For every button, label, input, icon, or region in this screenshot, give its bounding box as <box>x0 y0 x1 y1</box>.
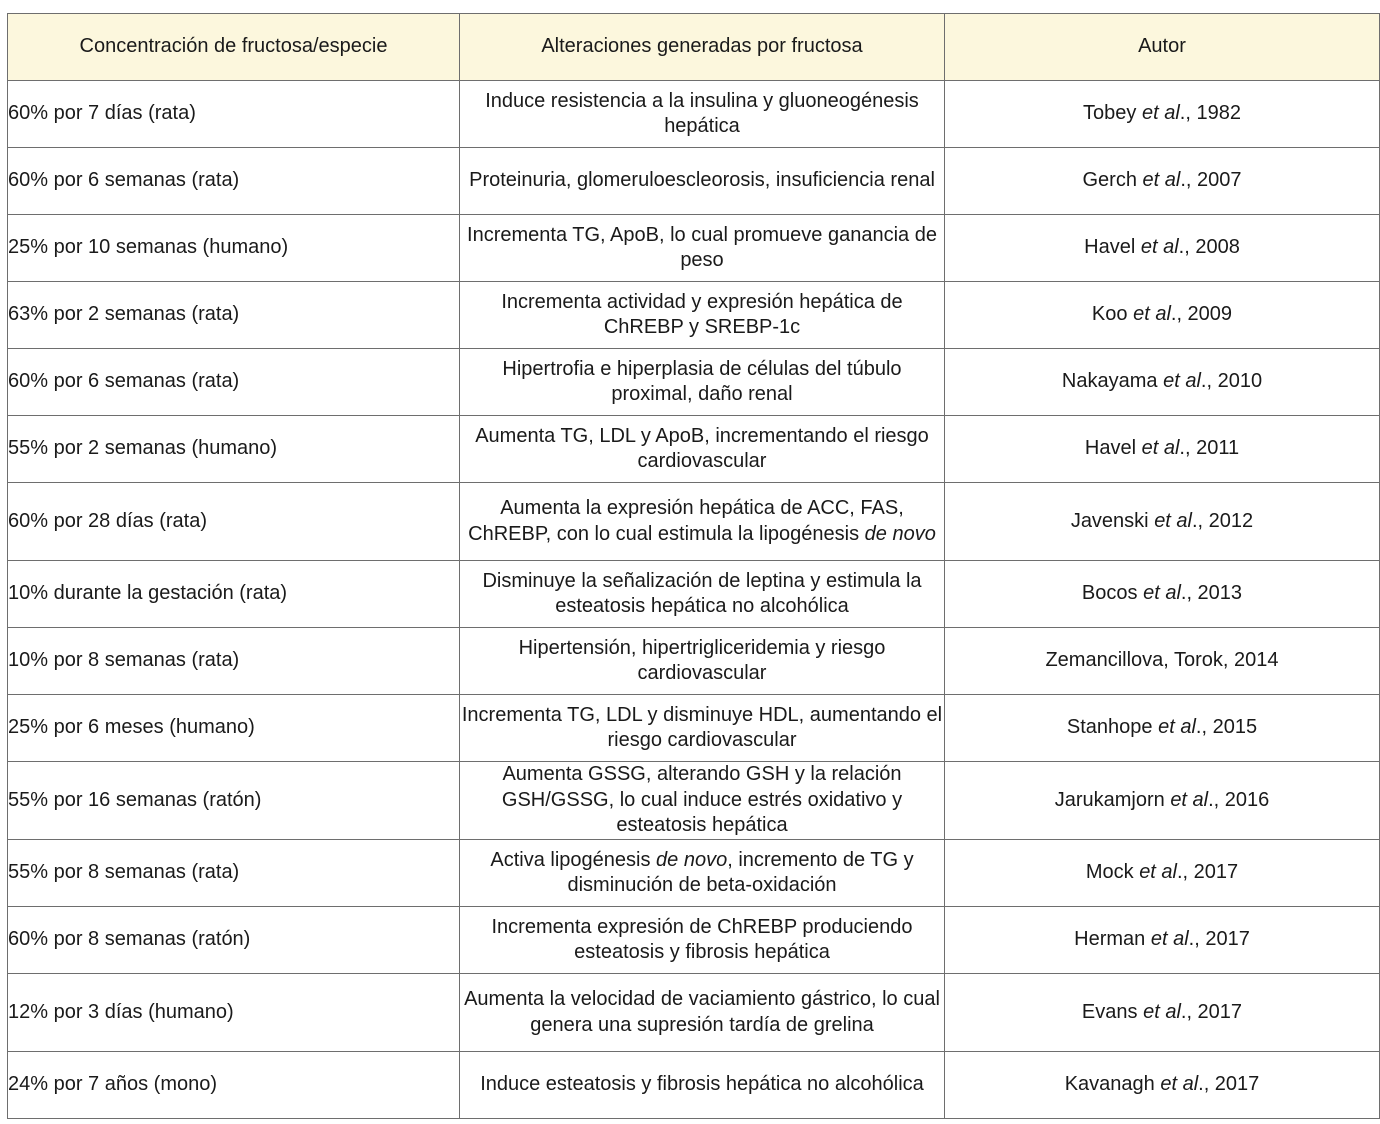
author-name: Gerch <box>1082 169 1137 192</box>
table-row <box>8 974 1380 1052</box>
cell-concentration: 60% por 7 días (rata) <box>8 81 460 148</box>
author-etal: et al <box>1158 716 1196 739</box>
alteration-text: Aumenta la velocidad de vaciamiento gástrico, lo cual genera una supresión tardía de grelina <box>464 988 940 1036</box>
cell-concentration: 10% por 8 semanas (rata) <box>8 628 460 695</box>
table-row <box>8 762 1380 840</box>
author-name: Stanhope <box>1066 716 1153 739</box>
cell-concentration: 63% por 2 semanas (rata) <box>8 282 460 349</box>
cell-concentration: 60% por 6 semanas (rata) <box>8 349 460 416</box>
cell-alteration <box>460 695 945 762</box>
author-name: Kavanagh <box>1064 1073 1155 1096</box>
cell-alteration <box>460 840 945 907</box>
author-etal: et al <box>1143 1000 1181 1023</box>
author-name: Havel <box>1084 437 1137 460</box>
author-etal: et al <box>1140 236 1179 259</box>
cell-concentration: 60% por 6 semanas (rata) <box>8 148 460 215</box>
cell-author <box>945 215 1380 282</box>
alteration-text: Induce esteatosis y fibrosis hepática no alcohólica <box>480 1073 924 1096</box>
cell-author <box>945 695 1380 762</box>
author-etal: et al <box>1150 928 1189 951</box>
cell-alteration <box>460 1052 945 1119</box>
author-year: ., 2012 <box>1192 509 1254 532</box>
cell-concentration: 60% por 28 días (rata) <box>8 483 460 561</box>
cell-author <box>945 282 1380 349</box>
alteration-text: Induce resistencia a la insulina y gluoneogénesis hepática <box>485 89 919 137</box>
cell-author <box>945 840 1380 907</box>
cell-author <box>945 628 1380 695</box>
header-concentration: Concentración de fructosa/especie <box>8 14 460 81</box>
cell-concentration: 24% por 7 años (mono) <box>8 1052 460 1119</box>
author-year: ., 2008 <box>1178 236 1240 259</box>
cell-author <box>945 974 1380 1052</box>
author-etal: et al <box>1170 788 1209 811</box>
cell-alteration <box>460 148 945 215</box>
table-header-row <box>8 14 1380 81</box>
cell-alteration <box>460 483 945 561</box>
cell-alteration <box>460 282 945 349</box>
alteration-text: Proteinuria, glomeruloescleorosis, insuficiencia renal <box>469 169 935 192</box>
alteration-text: Activa lipogénesis <box>490 848 657 871</box>
cell-author <box>945 561 1380 628</box>
author-name: Javenski <box>1070 509 1149 532</box>
table-row <box>8 695 1380 762</box>
alteration-text: Incrementa TG, LDL y disminuye HDL, aumentando el riesgo cardiovascular <box>461 703 943 751</box>
table-row <box>8 628 1380 695</box>
table-row <box>8 282 1380 349</box>
table-row <box>8 215 1380 282</box>
author-name: Koo <box>1091 303 1128 326</box>
alteration-text: Hipertensión, hipertrigliceridemia y riesgo cardiovascular <box>518 636 886 684</box>
author-etal: et al <box>1142 169 1181 192</box>
author-year: ., 2017 <box>1177 861 1239 884</box>
cell-concentration: 55% por 8 semanas (rata) <box>8 840 460 907</box>
cell-concentration: 10% durante la gestación (rata) <box>8 561 460 628</box>
table-row <box>8 81 1380 148</box>
author-name: Bocos <box>1081 582 1138 605</box>
author-etal: et al <box>1139 861 1177 884</box>
author-name: Havel <box>1084 236 1136 259</box>
author-name: Evans <box>1081 1000 1138 1023</box>
cell-author <box>945 762 1380 840</box>
table-row <box>8 561 1380 628</box>
table-row <box>8 349 1380 416</box>
author-year: ., 2010 <box>1200 370 1263 393</box>
cell-concentration: 55% por 16 semanas (ratón) <box>8 762 460 840</box>
author-etal: et al <box>1163 370 1201 393</box>
author-year: ., 2011 <box>1179 437 1240 460</box>
cell-alteration <box>460 81 945 148</box>
author-name: Herman <box>1074 928 1146 951</box>
cell-alteration <box>460 215 945 282</box>
cell-alteration <box>460 628 945 695</box>
cell-author <box>945 483 1380 561</box>
author-year: ., 2009 <box>1170 303 1233 326</box>
cell-author <box>945 349 1380 416</box>
alteration-text: , incremento de TG y disminución de beta-oxidación <box>567 848 914 896</box>
cell-alteration <box>460 561 945 628</box>
alteration-text: Incrementa actividad y expresión hepática de ChREBP y SREBP-1c <box>501 290 903 338</box>
cell-concentration: 60% por 8 semanas (ratón) <box>8 907 460 974</box>
author-etal: et al <box>1154 509 1192 532</box>
author-etal: et al <box>1160 1073 1199 1096</box>
author-year: ., 2007 <box>1180 169 1242 192</box>
alteration-italic-text: de novo <box>864 522 936 545</box>
author-name: Nakayama <box>1061 370 1158 393</box>
alteration-text: Incrementa TG, ApoB, lo cual promueve ganancia de peso <box>467 223 937 271</box>
author-name: Tobey <box>1083 102 1137 125</box>
author-year: ., 2017 <box>1188 928 1250 951</box>
cell-author <box>945 81 1380 148</box>
author-year: ., 2016 <box>1208 788 1270 811</box>
table-body <box>8 81 1380 1119</box>
cell-author <box>945 1052 1380 1119</box>
cell-alteration <box>460 762 945 840</box>
table-row <box>8 1052 1380 1119</box>
alteration-text: Hipertrofia e hiperplasia de células del túbulo proximal, daño renal <box>502 357 902 405</box>
author-etal: et al <box>1133 303 1171 326</box>
cell-author <box>945 416 1380 483</box>
cell-author <box>945 148 1380 215</box>
author-etal: et al <box>1141 437 1180 460</box>
cell-author <box>945 907 1380 974</box>
author-year: ., 2017 <box>1198 1073 1260 1096</box>
header-alterations: Alteraciones generadas por fructosa <box>460 14 945 81</box>
cell-alteration <box>460 349 945 416</box>
cell-alteration <box>460 907 945 974</box>
cell-concentration: 25% por 6 meses (humano) <box>8 695 460 762</box>
header-author: Autor <box>945 14 1380 81</box>
table-row <box>8 840 1380 907</box>
author-etal: et al <box>1141 102 1180 125</box>
table-row <box>8 416 1380 483</box>
author-name: Zemancillova, Torok, 2014 <box>1045 649 1279 672</box>
author-name: Mock <box>1085 861 1134 884</box>
alteration-text: Incrementa expresión de ChREBP produciendo esteatosis y fibrosis hepática <box>491 915 913 963</box>
cell-concentration: 25% por 10 semanas (humano) <box>8 215 460 282</box>
author-year: ., 2017 <box>1180 1000 1243 1023</box>
author-year: ., 2013 <box>1180 582 1243 605</box>
table-row <box>8 907 1380 974</box>
table-row <box>8 483 1380 561</box>
table-row <box>8 148 1380 215</box>
author-year: ., 2015 <box>1195 716 1258 739</box>
author-etal: et al <box>1143 582 1181 605</box>
cell-alteration <box>460 974 945 1052</box>
alteration-text: Aumenta GSSG, alterando GSH y la relación GSH/GSSG, lo cual induce estrés oxidativo y esteatosis hepática <box>501 763 903 837</box>
author-year: ., 1982 <box>1179 102 1241 125</box>
alteration-text: Aumenta la expresión hepática de ACC, FAS, ChREBP, con lo cual estimula la lipogénesis <box>468 497 904 545</box>
fructose-alterations-table <box>7 13 1380 1119</box>
alteration-text: Disminuye la señalización de leptina y estimula la esteatosis hepática no alcohólica <box>482 569 922 617</box>
alteration-italic-text: de novo <box>656 848 728 871</box>
cell-concentration: 55% por 2 semanas (humano) <box>8 416 460 483</box>
cell-concentration: 12% por 3 días (humano) <box>8 974 460 1052</box>
alteration-text: Aumenta TG, LDL y ApoB, incrementando el riesgo cardiovascular <box>475 424 929 472</box>
cell-alteration <box>460 416 945 483</box>
author-name: Jarukamjorn <box>1054 788 1165 811</box>
